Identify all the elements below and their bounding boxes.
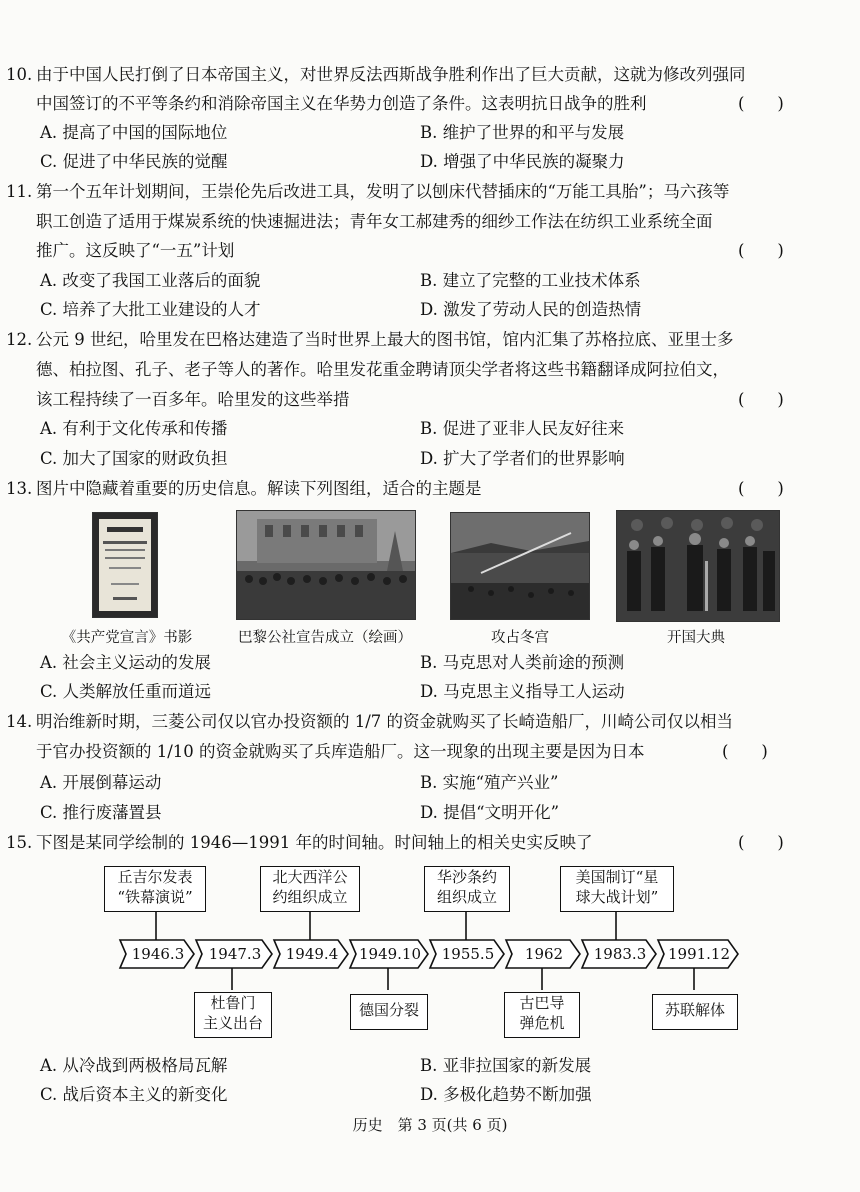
q13-option-a: A. 社会主义运动的发展 [40, 653, 211, 672]
q11-stem-line3: 推广。这反映了“一五”计划 [36, 241, 235, 260]
timeline-date: 1949.4 [285, 945, 339, 963]
q10-option-d: D. 增强了中华民族的凝聚力 [420, 152, 625, 171]
event-star-wars-plan: 美国制订“星 球大战计划” [560, 866, 674, 912]
q11-option-c: C. 培养了大批工业建设的人才 [40, 300, 261, 319]
q10-stem-line1: 由于中国人民打倒了日本帝国主义，对世界反法西斯战争胜利作出了巨大贡献，这就为修改列强同 [36, 65, 746, 84]
q10-stem-line2: 中国签订的不平等条约和消除帝国主义在华势力创造了条件。这表明抗日战争的胜利 [36, 94, 647, 113]
q13-option-c: C. 人类解放任重而道远 [40, 682, 212, 701]
q10-option-c: C. 促进了中华民族的觉醒 [40, 152, 228, 171]
q15-number: 15. [6, 833, 33, 852]
q14-option-d: D. 提倡“文明开化” [420, 803, 560, 822]
q12-stem-line3: 该工程持续了一百多年。哈里发的这些举措 [36, 390, 350, 409]
q11-number: 11. [6, 182, 33, 201]
q14-answer-paren: ( ) [722, 742, 768, 761]
paris-commune-painting-image [236, 510, 416, 620]
timeline-date: 1962 [524, 945, 564, 963]
q10-answer-paren: ( ) [738, 94, 784, 113]
event-warsaw-pact-founded: 华沙条约 组织成立 [424, 866, 510, 912]
q14-option-a: A. 开展倒幕运动 [40, 773, 162, 792]
page-footer: 历史 第 3 页(共 6 页) [352, 1116, 508, 1134]
q11-option-a: A. 改变了我国工业落后的面貌 [40, 271, 261, 290]
q13-stem-line1: 图片中隐藏着重要的历史信息。解读下列图组，适合的主题是 [36, 479, 482, 498]
event-germany-division: 德国分裂 [350, 994, 428, 1030]
q15-option-d: D. 多极化趋势不断加强 [420, 1085, 592, 1104]
q13-number: 13. [6, 479, 33, 498]
q15-stem-line1: 下图是某同学绘制的 1946—1991 年的时间轴。时间轴上的相关史实反映了 [36, 833, 593, 852]
event-cuban-missile-crisis: 古巴导 弹危机 [504, 992, 580, 1038]
q15-answer-paren: ( ) [738, 833, 784, 852]
q10-number: 10. [6, 65, 33, 84]
q15-option-b: B. 亚非拉国家的新发展 [420, 1056, 592, 1075]
q12-option-b: B. 促进了亚非人民友好往来 [420, 419, 625, 438]
q11-answer-paren: ( ) [738, 241, 784, 260]
timeline-date: 1947.3 [208, 945, 262, 963]
event-soviet-dissolution: 苏联解体 [652, 994, 738, 1030]
q14-number: 14. [6, 712, 33, 731]
caption-manifesto: 《共产党宣言》书影 [61, 630, 193, 646]
q12-option-a: A. 有利于文化传承和传播 [40, 419, 228, 438]
q11-option-d: D. 激发了劳动人民的创造热情 [420, 300, 642, 319]
caption-winter-palace: 攻占冬宫 [491, 630, 549, 646]
q15-option-a: A. 从冷战到两极格局瓦解 [40, 1056, 228, 1075]
q14-stem-line1: 明治维新时期，三菱公司仅以官办投资额的 1/7 的资金就购买了长崎造船厂，川崎公司仅以相当 [36, 712, 734, 731]
q14-option-c: C. 推行废藩置县 [40, 803, 162, 822]
event-iron-curtain-speech: 丘吉尔发表 “铁幕演说” [104, 866, 206, 912]
timeline-date: 1949.10 [358, 945, 422, 963]
q14-stem-line2: 于官办投资额的 1/10 的资金就购买了兵库造船厂。这一现象的出现主要是因为日本 [36, 742, 645, 761]
timeline-date: 1983.3 [593, 945, 647, 963]
timeline-date: 1946.3 [131, 945, 185, 963]
q11-option-b: B. 建立了完整的工业技术体系 [420, 271, 641, 290]
communist-manifesto-cover-image [92, 512, 158, 618]
q10-option-b: B. 维护了世界的和平与发展 [420, 123, 625, 142]
timeline-date: 1955.5 [441, 945, 495, 963]
q11-stem-line1: 第一个五年计划期间，王崇伦先后改进工具，发明了以刨床代替插床的“万能工具胎”；马六孩等 [36, 182, 730, 201]
event-truman-doctrine: 杜鲁门 主义出台 [194, 992, 272, 1038]
caption-paris-commune: 巴黎公社宣告成立（绘画） [238, 630, 412, 646]
q12-answer-paren: ( ) [738, 390, 784, 409]
q12-stem-line2: 德、柏拉图、孔子、老子等人的著作。哈里发花重金聘请顶尖学者将这些书籍翻译成阿拉伯文， [36, 360, 729, 379]
q13-answer-paren: ( ) [738, 479, 784, 498]
q12-stem-line1: 公元 9 世纪，哈里发在巴格达建造了当时世界上最大的图书馆，馆内汇集了苏格拉底、亚里士多 [36, 330, 734, 349]
q12-option-c: C. 加大了国家的财政负担 [40, 449, 228, 468]
founding-ceremony-image [616, 510, 780, 622]
q12-number: 12. [6, 330, 33, 349]
timeline-date: 1991.12 [667, 945, 731, 963]
caption-founding-ceremony: 开国大典 [667, 630, 725, 646]
q11-stem-line2: 职工创造了适用于煤炭系统的快速掘进法；青年女工郝建秀的细纱工作法在纺织工业系统全面 [36, 212, 713, 231]
q13-option-d: D. 马克思主义指导工人运动 [420, 682, 625, 701]
storming-winter-palace-image [450, 512, 590, 620]
q10-option-a: A. 提高了中国的国际地位 [40, 123, 228, 142]
q15-option-c: C. 战后资本主义的新变化 [40, 1085, 228, 1104]
q13-option-b: B. 马克思对人类前途的预测 [420, 653, 625, 672]
q12-option-d: D. 扩大了学者们的世界影响 [420, 449, 625, 468]
q14-option-b: B. 实施“殖产兴业” [420, 773, 559, 792]
event-nato-founded: 北大西洋公 约组织成立 [260, 866, 360, 912]
